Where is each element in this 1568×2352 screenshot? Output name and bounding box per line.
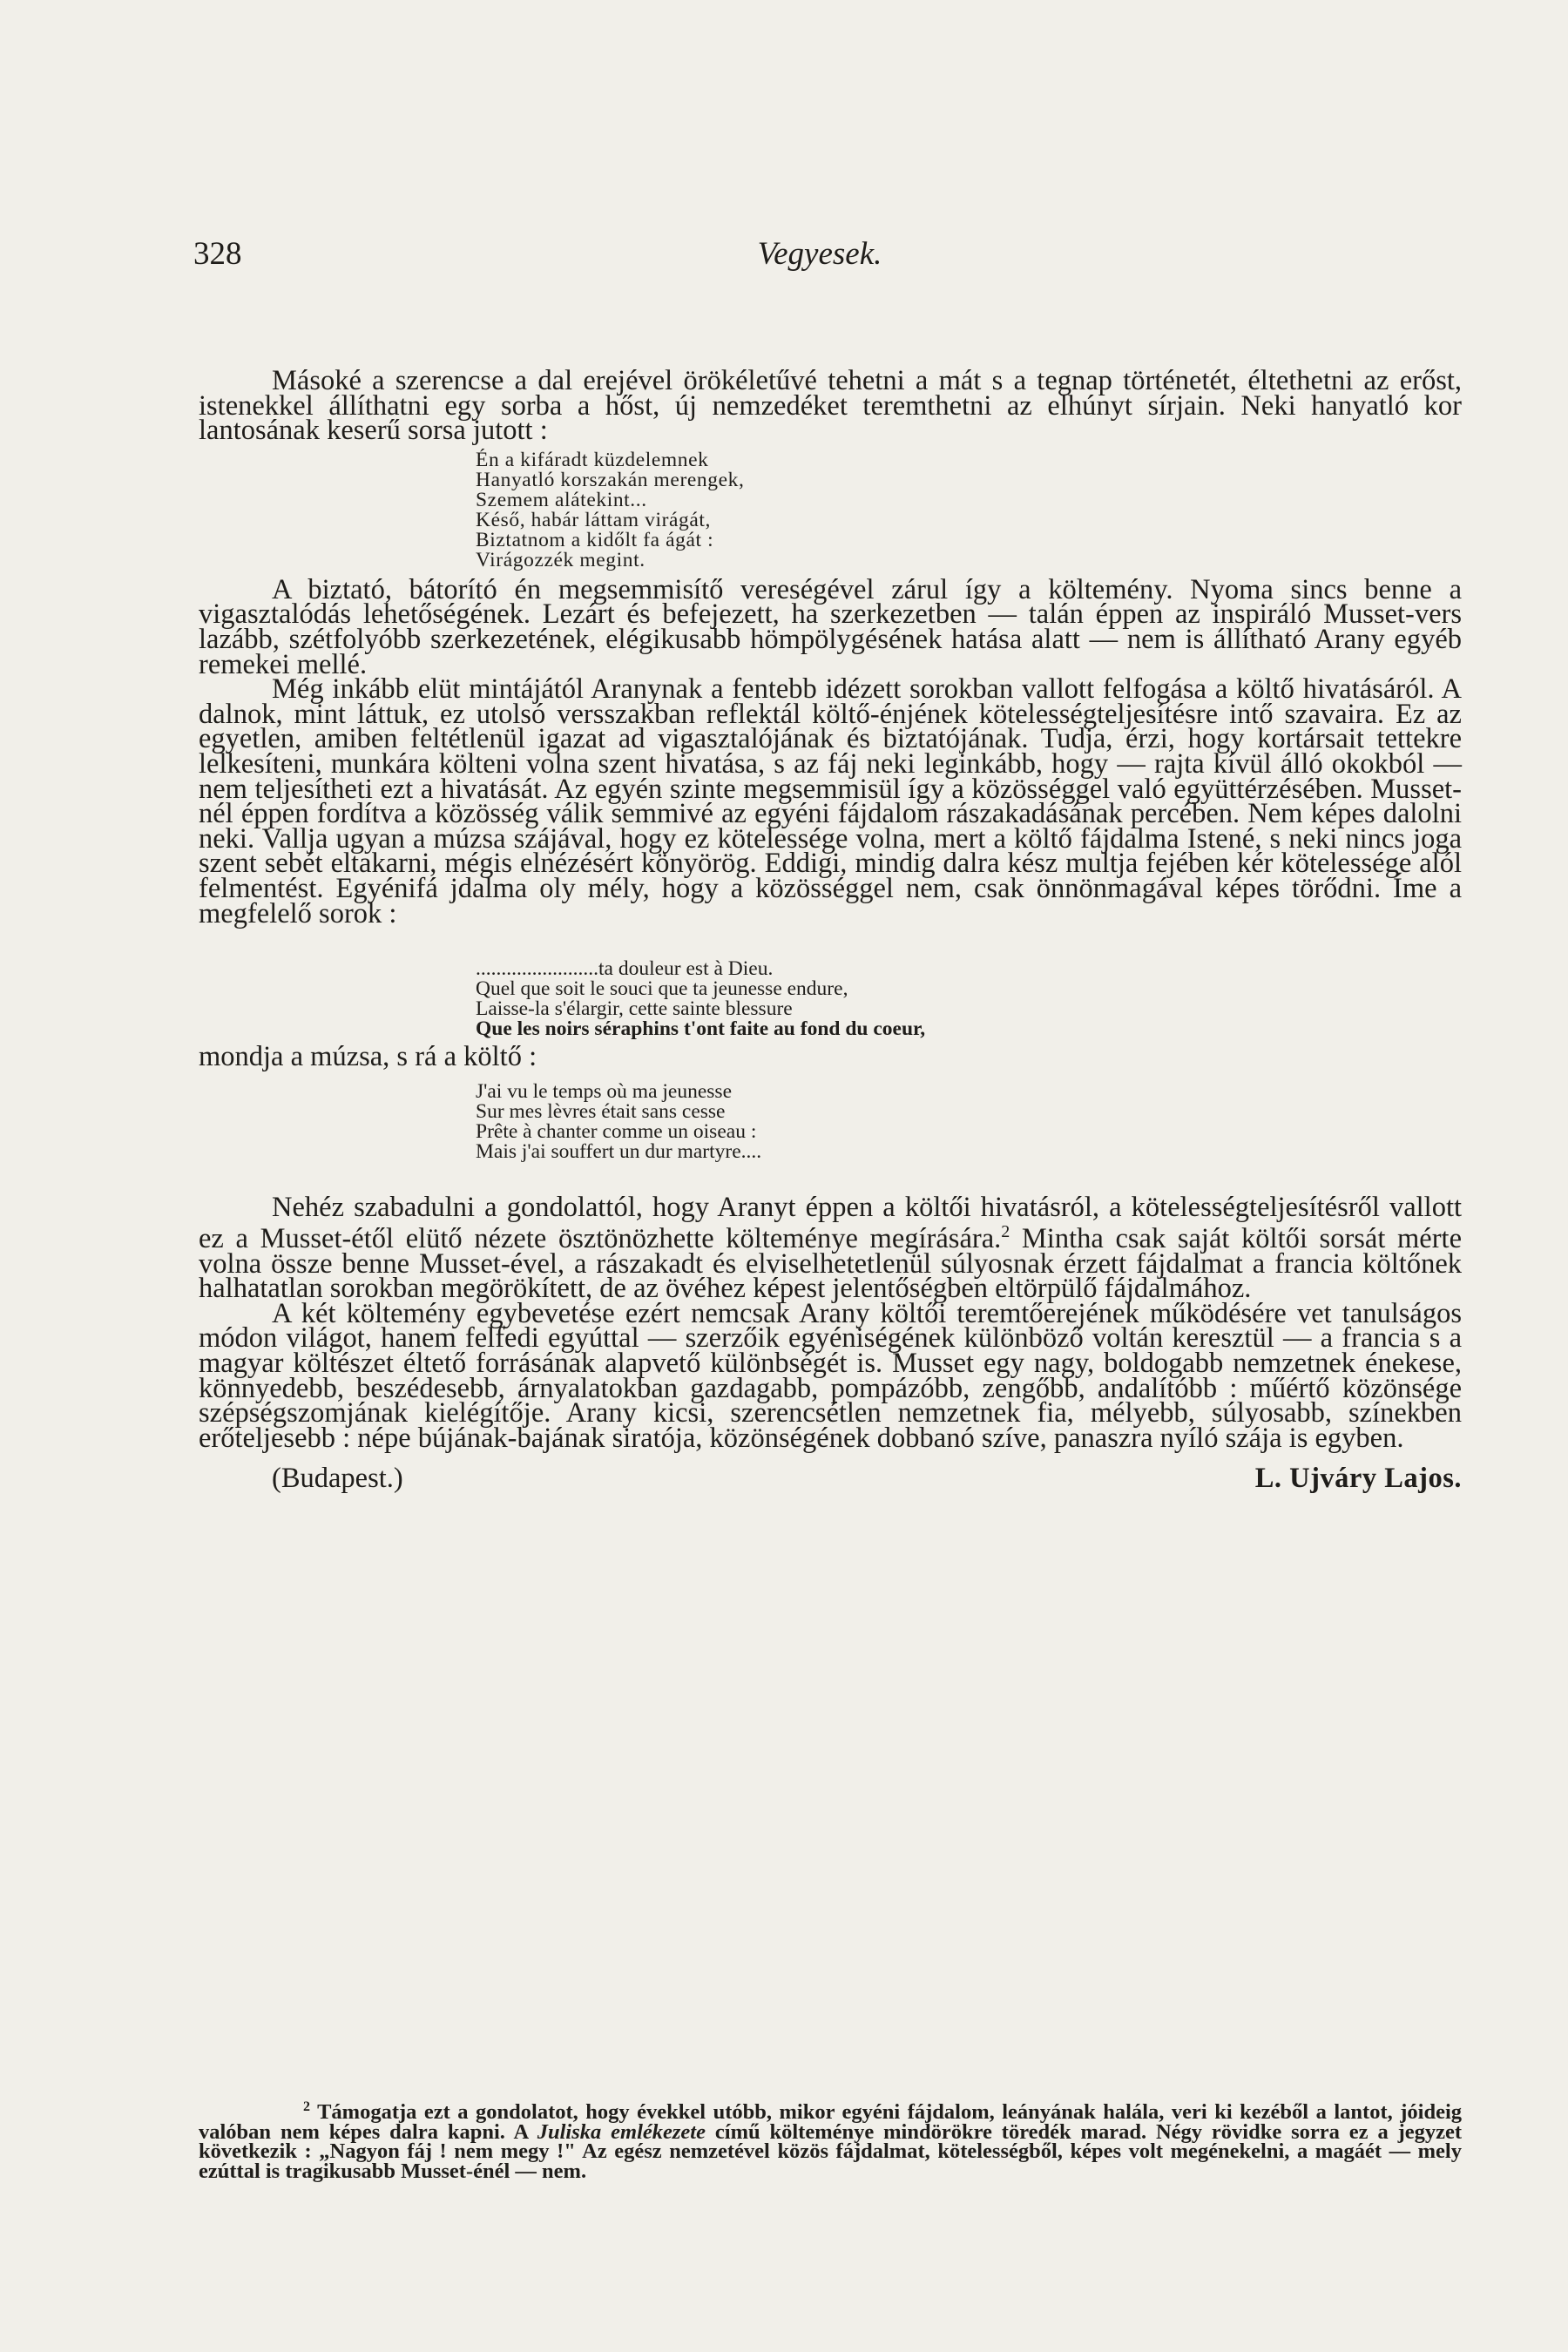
verse-line: Quel que soit le souci que ta jeunesse endure, (476, 977, 848, 1001)
running-title: Vegyesek. (757, 236, 882, 272)
paragraph-3: Még inkább elüt mintájától Aranynak a fentebb idézett sorokban vallott felfogása a költő hivatásáról. A dalnok, mint láttuk, ez utolsó versszakban reflektál költő-énjének kötelességteljesítésre intő szavaira. Ez az egyetlen, amiben feltétlenül igazat ad vigasztalójának és biztatójának. Tudja, érzi, hogy kortársait tettekre lelkesíteni, munkára költeni volna szent hivatása, s az fáj neki leginkább, hogy — rajta kívül álló okokból — nem teljesítheti ezt a hivatását. Az egyén szinte megsemmisül így a közösséggel való együttérzésében. Musset-nél éppen fordítva a közösség válik semmivé az egyéni fájdalom rászakadásának percében. Nem képes dalolni neki. Vallja ugyan a múzsa szájával, hogy ez kötelessége volna, mert a költő fájdalma Istené, s neki nincs joga szent sebét eltakarni, mégis elnézésért könyörög. Eddigi, mindig dalra kész multja fejében kér kötelessége alól felmentést. Egyénifá jdalma oly mély, hogy a közösséggel nem, csak önnönmagával képes törődni. Íme a megfelelő sorok : (199, 673, 1462, 929)
verse-line: Biztatnom a kidőlt fa ágát : (476, 528, 714, 551)
body-text (199, 365, 1462, 1497)
verse-line: Sur mes lèvres était sans cesse (476, 1099, 726, 1123)
running-head (193, 235, 1446, 279)
footnote-marker: 2 (303, 2099, 310, 2114)
paragraph-6: A két költemény egybevetése ezért nemcsak Arany költői teremtőerejének működésére vet tanulságos módon világot, hanem felfedi egyúttal — szerzőik egyéniségének különböző voltán keresztül — a francia s a magyar költészet éltető forrásának alapvető különbségét is. Musset egy nagy, boldogabb nemzetnek énekese, könnyedebb, beszédesebb, árnyalatokban gazdagabb, pompázóbb, zengőbb, andalítóbb : műértő közönsége szépségszomjának kielégítője. Arany kicsi, szerencsétlen nemzetnek fia, mélyebb, súlyosabb, színekben erőteljesebb : népe bújának-bajának siratója, közönségének dobbanó szíve, panaszra nyíló szája is egyben. (199, 1297, 1462, 1454)
signature-place: (Budapest.) (272, 1463, 403, 1495)
paragraph-5 (199, 1191, 1462, 1305)
footnote-work-title: Juliska emlékezete (537, 2119, 706, 2144)
footnote-reference[interactable]: 2 (1001, 1222, 1010, 1242)
signature-author: L. Ujváry Lajos. (1254, 1463, 1462, 1495)
verse-line: Mais j'ai souffert un dur martyre.... (476, 1139, 762, 1163)
paragraph-5-text: Nehéz szabadulni a gondolattól, hogy Aranyt éppen a költői hivatásról, a kötelességteljesítésről vallott ez a Musset-étől elütő nézete ösztönözhette költeménye megírására. (199, 1191, 1462, 1255)
verse-poet (476, 1079, 1462, 1163)
footnote-text-after-title: című költeménye mindörökre töredék marad. Négy rövidke sorra ez a jegyzet következik : „Nagyon fáj ! nem megy !" Az egész nemzetével közös fájdalmat, kötelességből, képes volt megénekelni, a magáét — mely ezúttal is tragikusabb Musset-énél — nem. (199, 2119, 1463, 2183)
verse-line: Que les noirs séraphins t'ont faite au fond du coeur, (476, 1017, 926, 1041)
paragraph-2: A biztató, bátorító én megsemmisítő vereségével zárul így a költemény. Nyoma sincs benne a vigasztalódás lehetőségének. Lezárt és befejezett, ha szerkezetben — talán éppen az inspiráló Musset-vers lazább, szétfolyóbb szerkezetének, elégikusabb hömpölygésének hatása alatt — nem is állítható Arany egyéb remekei mellé. (199, 573, 1462, 680)
verse-line: Laisse-la s'élargir, cette sainte blessure (476, 997, 793, 1021)
verse-line: Hanyatló korszakán merengek, (476, 468, 745, 491)
footnote (199, 2098, 1462, 2181)
paragraph-5-continued: Mintha csak saját költői sorsát mérte volna össze benne Musset-ével, a rászakadt és elviselhetetlenül súlyosnak érzett fájdalmat a francia költőnek halhatatlan sorokban megörökített, de az övéhez képest jelentőségben eltörpülő fájdalmához. (199, 1223, 1462, 1305)
verse-line: Szemem alátekint... (476, 488, 647, 511)
footnote-text-before-title: Támogatja ezt a gondolatot, hogy évekkel utóbb, mikor egyéni fájdalom, leányának halála, veri ki kezéből a lantot, jóideig valóban nem képes dalra kapni. A (199, 2100, 1462, 2144)
verse-line: J'ai vu le temps où ma jeunesse (476, 1079, 733, 1103)
verse-arany (476, 450, 1462, 571)
footnote-text (199, 2098, 1462, 2181)
page-number: 328 (193, 236, 242, 272)
verse-line: Én a kifáradt küzdelemnek (476, 448, 709, 471)
verse-line: Késő, habár láttam virágát, (476, 508, 712, 531)
verse-muse (476, 959, 1462, 1039)
signature (199, 1463, 1462, 1497)
verse-line: Virágozzék megint. (476, 548, 645, 571)
paragraph-1: Másoké a szerencse a dal erejével örökéletűvé tehetni a mát s a tegnap történetét, éltethetni az erőst, istenekkel állíthatni egy sorba a hőst, új nemzedéket teremthetni az elhúnyt sírjain. Neki hanyatló kor lantosának keserű sorsa jutott : (199, 365, 1462, 447)
paragraph-4: mondja a múzsa, s rá a költő : (199, 1041, 537, 1073)
verse-line: Prête à chanter comme un oiseau : (476, 1119, 757, 1143)
verse-line: ........................ta douleur est à Dieu. (476, 957, 774, 981)
